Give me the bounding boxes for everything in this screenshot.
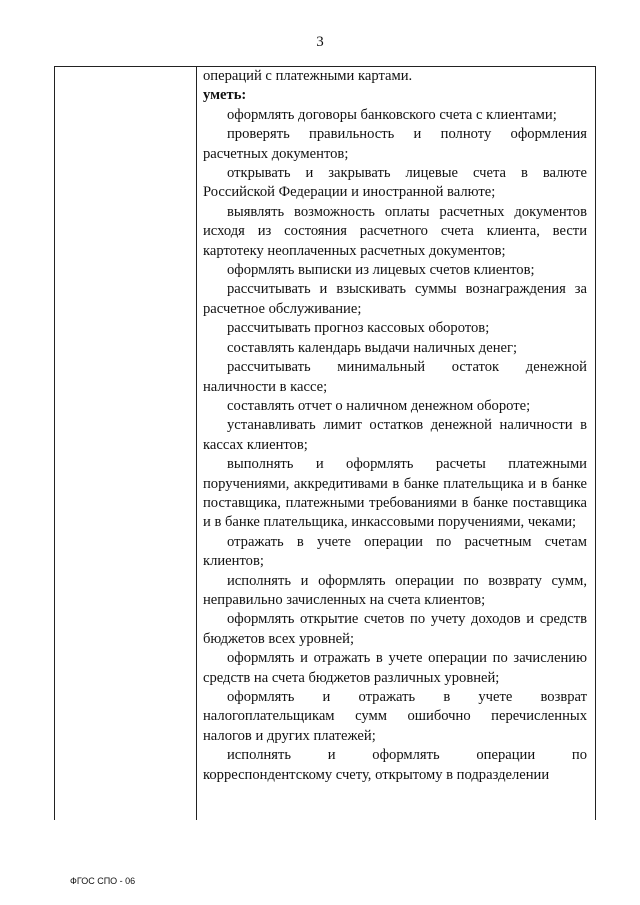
- list-item: исполнять и оформлять операции по корреспондентскому счету, открытому в подразделении: [203, 747, 587, 783]
- list-item: рассчитывать и взыскивать суммы вознаграждения за расчетное обслуживание;: [203, 281, 587, 317]
- list-item: выполнять и оформлять расчеты платежными поручениями, аккредитивами в банке плательщика и в банке поставщика, платежными требованиями в банке поставщика и в банке плательщика, инкассовыми поручениями, чеками;: [203, 456, 587, 531]
- list-item: оформлять и отражать в учете операции по зачислению средств на счета бюджетов различных уровней;: [203, 650, 587, 686]
- list-item: оформлять и отражать в учете возврат налогоплательщикам сумм ошибочно перечисленных налогов и других платежей;: [203, 689, 587, 744]
- list-item: открывать и закрывать лицевые счета в валюте Российской Федерации и иностранной валюте;: [203, 165, 587, 201]
- footer-code: ФГОС СПО - 06: [70, 876, 136, 886]
- list-item: составлять календарь выдачи наличных денег;: [227, 339, 518, 356]
- list-item: рассчитывать минимальный остаток денежной наличности в кассе;: [203, 359, 587, 395]
- list-item: составлять отчет о наличном денежном обороте;: [227, 397, 531, 414]
- list-item: рассчитывать прогноз кассовых оборотов;: [227, 320, 490, 337]
- page-number: 3: [316, 34, 324, 50]
- list-item: оформлять выписки из лицевых счетов клиентов;: [227, 262, 535, 279]
- list-item: отражать в учете операции по расчетным счетам клиентов;: [203, 533, 587, 570]
- content-table: [54, 66, 596, 820]
- table-right-column: [198, 67, 595, 820]
- list-item: оформлять договоры банковского счета с клиентами;: [227, 106, 557, 123]
- table-left-column: [55, 67, 197, 820]
- list-item: выявлять возможность оплаты расчетных документов исходя из состояния расчетного счета клиента, вести картотеку неоплаченных расчетных документов;: [203, 203, 587, 259]
- list-item: устанавливать лимит остатков денежной наличности в кассах клиентов;: [203, 417, 587, 453]
- lead-text: операций с платежными картами.: [203, 68, 413, 84]
- list-item: исполнять и оформлять операции по возврату сумм, неправильно зачисленных на счета клиентов;: [203, 572, 587, 608]
- section-heading: уметь:: [203, 87, 247, 104]
- list-item: оформлять открытие счетов по учету доходов и средств бюджетов всех уровней;: [203, 611, 587, 647]
- list-item: проверять правильность и полноту оформления расчетных документов;: [203, 126, 587, 162]
